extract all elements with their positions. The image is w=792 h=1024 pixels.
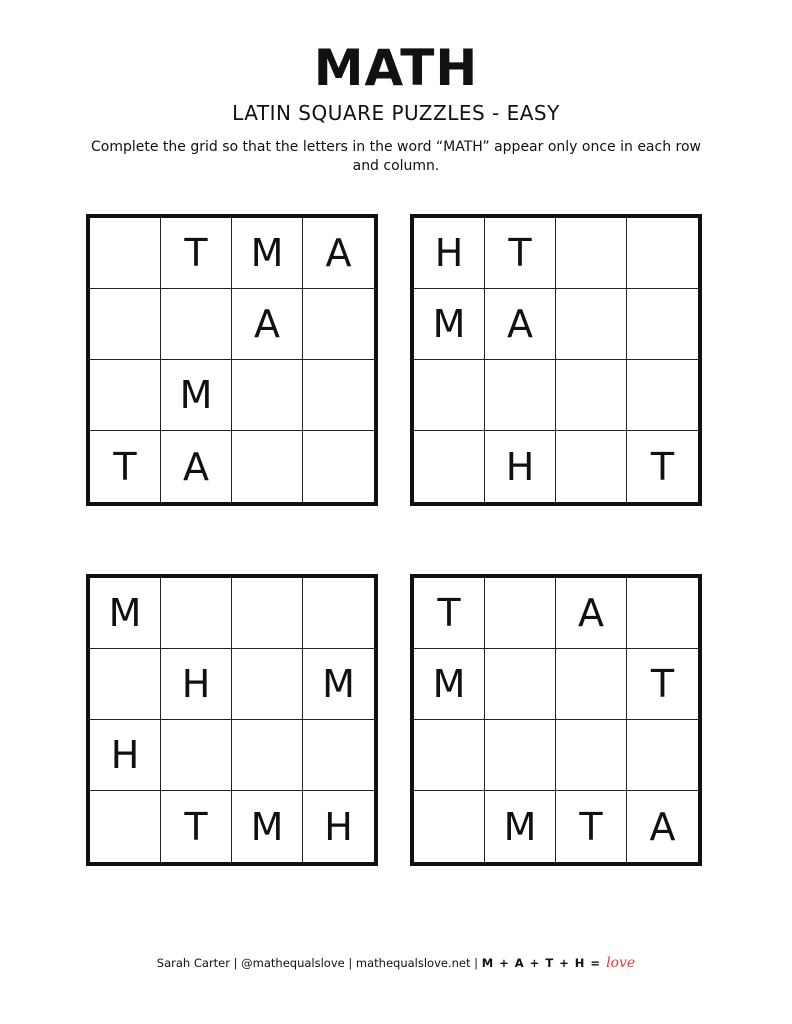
grid-cell[interactable] (485, 720, 556, 791)
page-subtitle: LATIN SQUARE PUZZLES - EASY (232, 101, 560, 125)
grid-cell[interactable]: T (627, 649, 698, 720)
grid-cell[interactable]: A (485, 289, 556, 360)
puzzle-grid-3 (86, 574, 378, 866)
grid-cell[interactable] (303, 360, 374, 431)
puzzle-grid-1 (86, 214, 378, 506)
grid-cell[interactable]: H (324, 804, 353, 849)
grid-cell[interactable] (303, 720, 374, 791)
grid-cell[interactable]: M (303, 649, 374, 720)
grid-cell[interactable] (414, 360, 485, 431)
grid-cell[interactable] (414, 720, 485, 791)
grid-cell[interactable]: T (90, 431, 161, 502)
page-title: MATH (313, 39, 479, 97)
grid-cell[interactable]: M (485, 791, 556, 862)
grid-cell[interactable] (556, 218, 627, 289)
puzzle-grid-2 (410, 214, 702, 506)
grid-cell[interactable]: H (414, 218, 485, 289)
grid-cell[interactable]: T (161, 791, 232, 862)
grid-cell[interactable] (232, 720, 303, 791)
grid-cell[interactable] (627, 289, 698, 360)
grid-cell[interactable]: T (161, 218, 232, 289)
grid-cell[interactable]: M (161, 360, 232, 431)
grid-cell[interactable]: M (90, 578, 161, 649)
grid-cell[interactable] (232, 360, 303, 431)
grid-cell[interactable] (485, 649, 556, 720)
grid-cell[interactable] (232, 578, 303, 649)
footer (0, 955, 792, 971)
grid-cell[interactable] (556, 431, 627, 502)
grid-cell[interactable] (161, 578, 232, 649)
grid-cell[interactable] (90, 360, 161, 431)
grid-cell[interactable] (90, 649, 161, 720)
footer-love-logo: love (606, 955, 636, 971)
grid-cell[interactable] (627, 578, 698, 649)
grid-cell[interactable] (303, 431, 374, 502)
grid-cell[interactable]: M (232, 218, 303, 289)
grid-cell[interactable]: T (650, 444, 675, 489)
grid-cell[interactable]: A (303, 218, 374, 289)
grid-cell[interactable]: H (485, 431, 556, 502)
grid-cell[interactable] (556, 720, 627, 791)
grid-cell[interactable]: A (649, 804, 676, 849)
instructions: Complete the grid so that the letters in the word “MATH” appear only once in each row and column. (90, 139, 701, 174)
grid-cell[interactable]: M (414, 649, 485, 720)
grid-cell[interactable]: T (556, 791, 627, 862)
footer-brand: M + A + T + H = (481, 956, 607, 970)
grid-cell[interactable] (485, 360, 556, 431)
grid-cell[interactable]: H (161, 649, 232, 720)
grid-cell[interactable]: T (485, 218, 556, 289)
grid-cell[interactable] (90, 218, 161, 289)
grid-cell[interactable]: T (414, 578, 485, 649)
grid-cell[interactable] (232, 649, 303, 720)
grid-cell[interactable] (556, 289, 627, 360)
grid-cell[interactable] (303, 289, 374, 360)
grid-cell[interactable] (627, 218, 698, 289)
grid-cell[interactable] (90, 791, 161, 862)
grid-cell[interactable] (485, 578, 556, 649)
grid-cell[interactable] (627, 720, 698, 791)
grid-cell[interactable] (414, 791, 485, 862)
grid-cell[interactable] (90, 289, 161, 360)
grid-cell[interactable] (556, 649, 627, 720)
grid-cell[interactable] (303, 578, 374, 649)
grid-cell[interactable] (161, 289, 232, 360)
grid-cell[interactable] (414, 431, 485, 502)
footer-credit: Sarah Carter | @mathequalslove | mathequalslove.net | (156, 956, 482, 970)
grid-cell[interactable]: M (414, 289, 485, 360)
grid-cell[interactable] (161, 720, 232, 791)
grid-cell[interactable]: M (232, 791, 303, 862)
grid-cell[interactable]: A (556, 578, 627, 649)
grid-cell[interactable] (556, 360, 627, 431)
grid-cell[interactable] (627, 360, 698, 431)
grid-cell[interactable] (232, 431, 303, 502)
grid-cell[interactable]: H (90, 720, 161, 791)
grid-cell[interactable]: A (161, 431, 232, 502)
grid-cell[interactable]: A (232, 289, 303, 360)
puzzle-grid-4 (410, 574, 702, 866)
